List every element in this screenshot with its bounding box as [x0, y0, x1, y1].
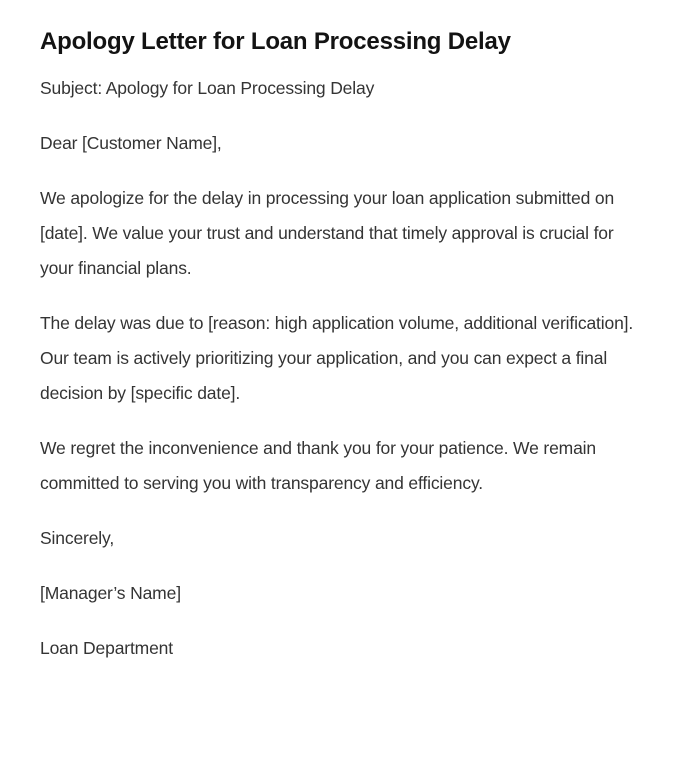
- signature-department: Loan Department: [40, 638, 173, 658]
- closing-sincerely: Sincerely,: [40, 528, 115, 548]
- signature-name: [Manager’s Name]: [40, 583, 181, 603]
- paragraph-apology: We apologize for the delay in processing your loan application submitted on [date]. We value your trust and understand that timely approval is crucial for your financial plans.: [40, 188, 615, 278]
- paragraph-regret: We regret the inconvenience and thank you for your patience. We remain committed to serving you with transparency and efficiency.: [40, 438, 596, 493]
- paragraph-reason: The delay was due to [reason: high application volume, additional verification]. Our team is actively prioritizing your application, and you can expect a final decision by [specific date].: [40, 313, 634, 403]
- salutation: Dear [Customer Name],: [40, 133, 222, 153]
- subject-line: Subject: Apology for Loan Processing Delay: [40, 78, 375, 98]
- page-title: Apology Letter for Loan Processing Delay: [40, 28, 511, 55]
